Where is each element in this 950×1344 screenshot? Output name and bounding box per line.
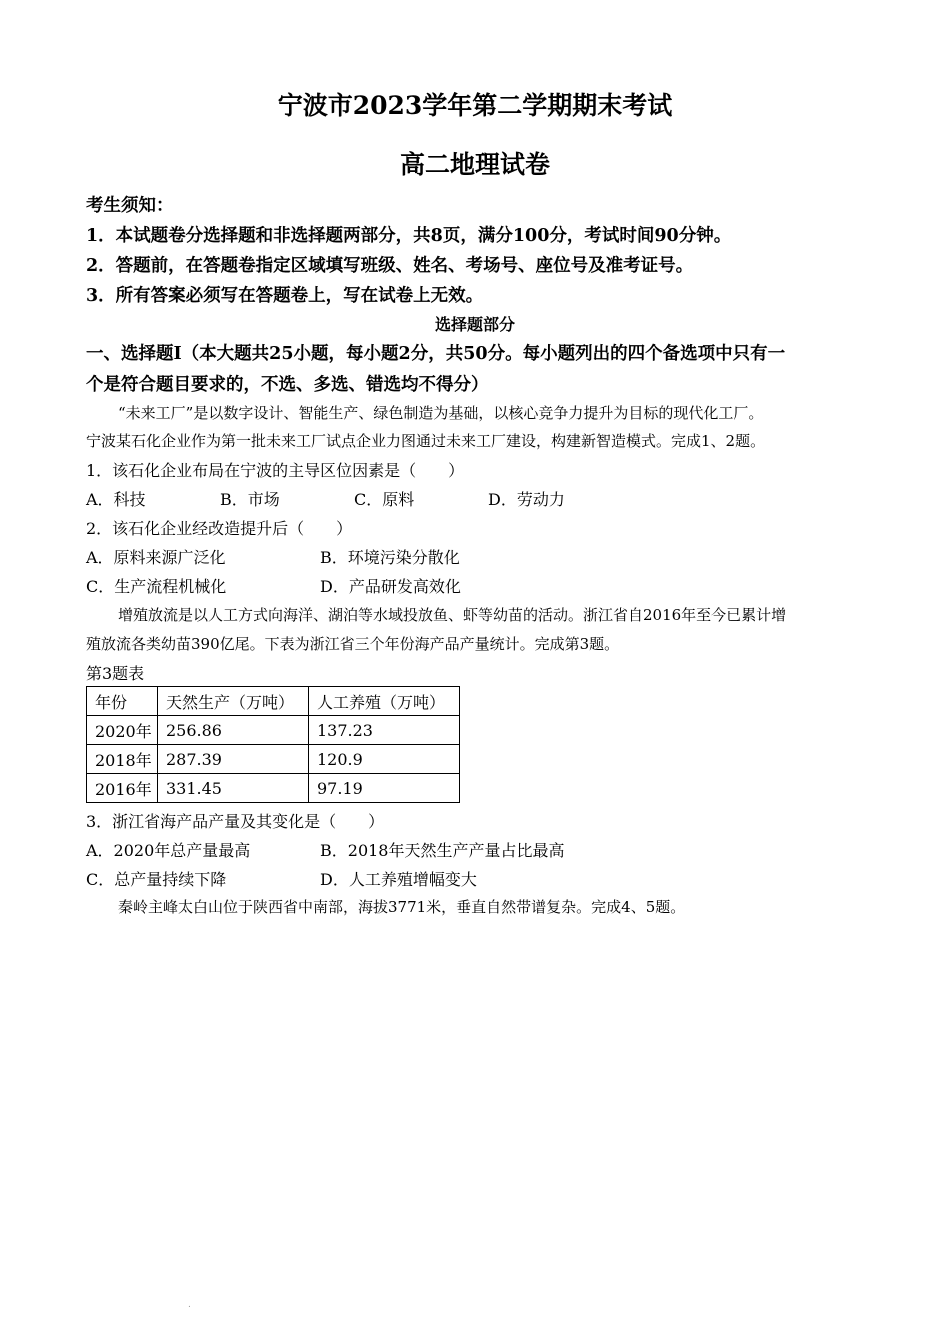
table-header-cell: 年份 — [87, 687, 158, 716]
option-b: B．2018年天然生产产量占比最高 — [320, 841, 565, 860]
table-cell: 256.86 — [158, 716, 309, 745]
option-a: A．2020年总产量最高 — [86, 841, 251, 860]
passage-text: “未来工厂”是以数字设计、智能生产、绿色制造为基础，以核心竞争力提升为目标的现代化工厂。 — [118, 404, 764, 422]
production-table — [86, 686, 460, 803]
table-caption: 第3题表 — [86, 664, 145, 683]
table-row — [87, 745, 460, 774]
option-d: D．劳动力 — [488, 490, 565, 509]
section-intro: 个是符合题目要求的，不选、多选、错选均不得分） — [86, 375, 489, 395]
notice-heading: 考生须知： — [86, 196, 174, 216]
table-row — [87, 716, 460, 745]
option-d: D．产品研发高效化 — [320, 577, 461, 596]
notice-item: 1．本试题卷分选择题和非选择题两部分，共8页，满分100分，考试时间90分钟。 — [86, 226, 732, 246]
table-row — [87, 774, 460, 803]
table-cell: 137.23 — [309, 716, 460, 745]
table-cell: 2016年 — [87, 774, 158, 803]
option-a: A．原料来源广泛化 — [86, 548, 226, 567]
table-header-cell: 天然生产（万吨） — [158, 687, 309, 716]
option-d: D．人工养殖增幅变大 — [320, 870, 477, 889]
option-b: B．环境污染分散化 — [320, 548, 460, 567]
option-c: C．生产流程机械化 — [86, 577, 227, 596]
exam-title: 宁波市2023学年第二学期期末考试 — [277, 91, 673, 120]
passage-text: 殖放流各类幼苗390亿尾。下表为浙江省三个年份海产品产量统计。完成第3题。 — [86, 635, 620, 653]
option-c: C．总产量持续下降 — [86, 870, 227, 889]
passage-text: 秦岭主峰太白山位于陕西省中南部，海拔3771米，垂直自然带谱复杂。完成4、5题。 — [118, 898, 686, 916]
question-stem: 2．该石化企业经改造提升后（ ） — [86, 519, 353, 538]
notice-item: 3．所有答案必须写在答题卷上，写在试卷上无效。 — [86, 286, 484, 306]
table-cell: 331.45 — [158, 774, 309, 803]
option-c: C．原料 — [354, 490, 415, 509]
section-intro: 一、选择题I（本大题共25小题，每小题2分，共50分。每小题列出的四个备选项中只有一 — [86, 344, 786, 364]
exam-subtitle: 高二地理试卷 — [399, 150, 550, 179]
question-stem: 3．浙江省海产品产量及其变化是（ ） — [86, 812, 385, 831]
notice-item: 2．答题前，在答题卷指定区域填写班级、姓名、考场号、座位号及准考证号。 — [86, 256, 694, 276]
table-cell: 120.9 — [309, 745, 460, 774]
table-header-row — [87, 687, 460, 716]
section-title: 选择题部分 — [434, 315, 515, 334]
table-cell: 287.39 — [158, 745, 309, 774]
option-a: A．科技 — [86, 490, 146, 509]
table-cell: 97.19 — [309, 774, 460, 803]
footer-mark: . — [188, 1300, 191, 1310]
table-header-cell: 人工养殖（万吨） — [309, 687, 460, 716]
passage-text: 宁波某石化企业作为第一批未来工厂试点企业力图通过未来工厂建设，构建新智造模式。完成1、2题。 — [86, 432, 766, 450]
table-cell: 2018年 — [87, 745, 158, 774]
question-stem: 1．该石化企业布局在宁波的主导区位因素是（ ） — [86, 461, 465, 480]
table-cell: 2020年 — [87, 716, 158, 745]
passage-text: 增殖放流是以人工方式向海洋、湖泊等水域投放鱼、虾等幼苗的活动。浙江省自2016年至今已累计增 — [118, 606, 787, 624]
option-b: B．市场 — [220, 490, 280, 509]
